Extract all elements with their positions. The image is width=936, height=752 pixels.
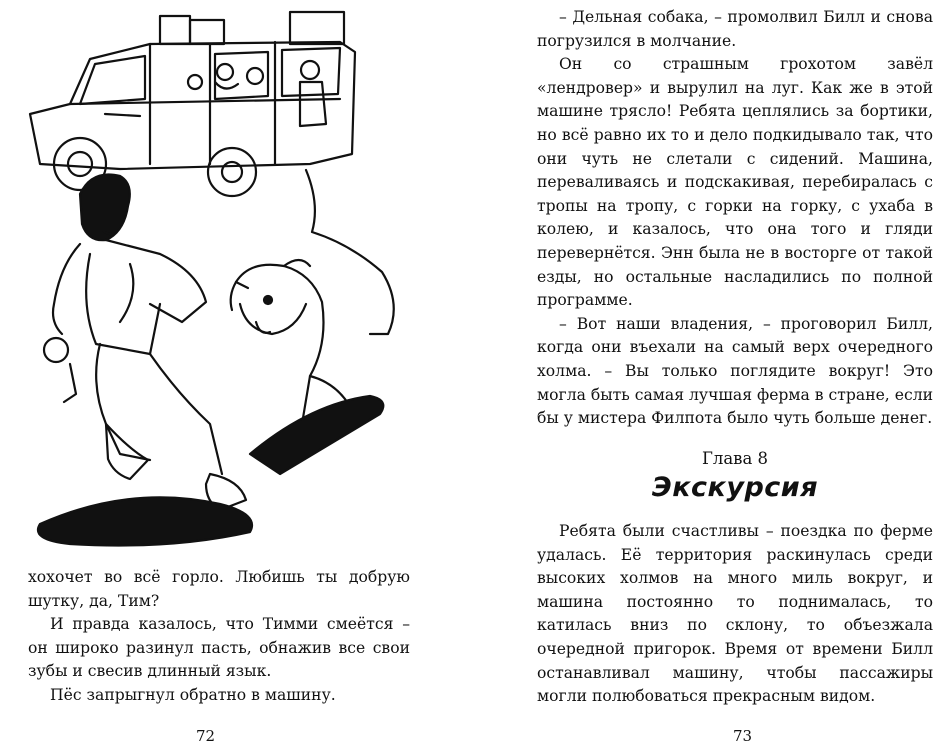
- paragraph: Ребята были счастливы – поездка по ферме удалась. Её территория раскинулась среди высоких холмов на много миль вокруг, и машина постоянно то поднималась, то катилась вниз по склону, то объезжала очередной пригорок. Время от времени Билл останавливал машину, чтобы пассажиры могли полюбоваться прекрасным видом.: [537, 522, 933, 706]
- page-number: 72: [196, 727, 216, 745]
- boy-drawing: [44, 174, 246, 510]
- page-number: 73: [733, 727, 753, 745]
- paragraph: Пёс запрыгнул обратно в машину.: [50, 685, 336, 704]
- right-page: [468, 0, 936, 752]
- paragraph: – Вот наши владения, – проговорил Билл, когда они въехали на самый верх очередного холма. – Вы только поглядите вокруг! Это могла быть самая лучшая ферма в стране, если бы у мистера Филпота было чуть больше денег.: [537, 314, 933, 428]
- right-body-text-bottom: [537, 520, 933, 709]
- landrover-drawing: [30, 12, 355, 196]
- right-body-text-top: [537, 6, 933, 431]
- paragraph: И правда казалось, что Тимми смеётся – он широко разинул пасть, обнажив все свои зубы и свесив длинный язык.: [28, 615, 410, 681]
- left-body-text: [28, 566, 410, 708]
- paragraph: Он со страшным грохотом завёл «лендровер» и вырулил на луг. Как же в этой машине трясло! Ребята цеплялись за бортики, но всё равно их то и дело подкидывало так, что они чуть не слетали с сидений. Машина, переваливаясь и подскакивая, перебиралась с тропы на тропу, с горки на горку, с ухаба в колею, и казалось, что она того и гляди перевернётся. Энн была не в восторге от такой езды, но остальные насладились по полной программе.: [537, 55, 933, 310]
- paragraph: хохочет во всё горло. Любишь ты добрую шутку, да, Тим?: [28, 568, 410, 610]
- chapter-title: Экскурсия: [651, 472, 819, 503]
- illustration-boy-dog-landrover: [10, 4, 450, 552]
- paragraph: – Дельная собака, – промолвил Билл и снова погрузился в молчание.: [537, 8, 933, 50]
- chapter-label: Глава 8: [701, 449, 769, 468]
